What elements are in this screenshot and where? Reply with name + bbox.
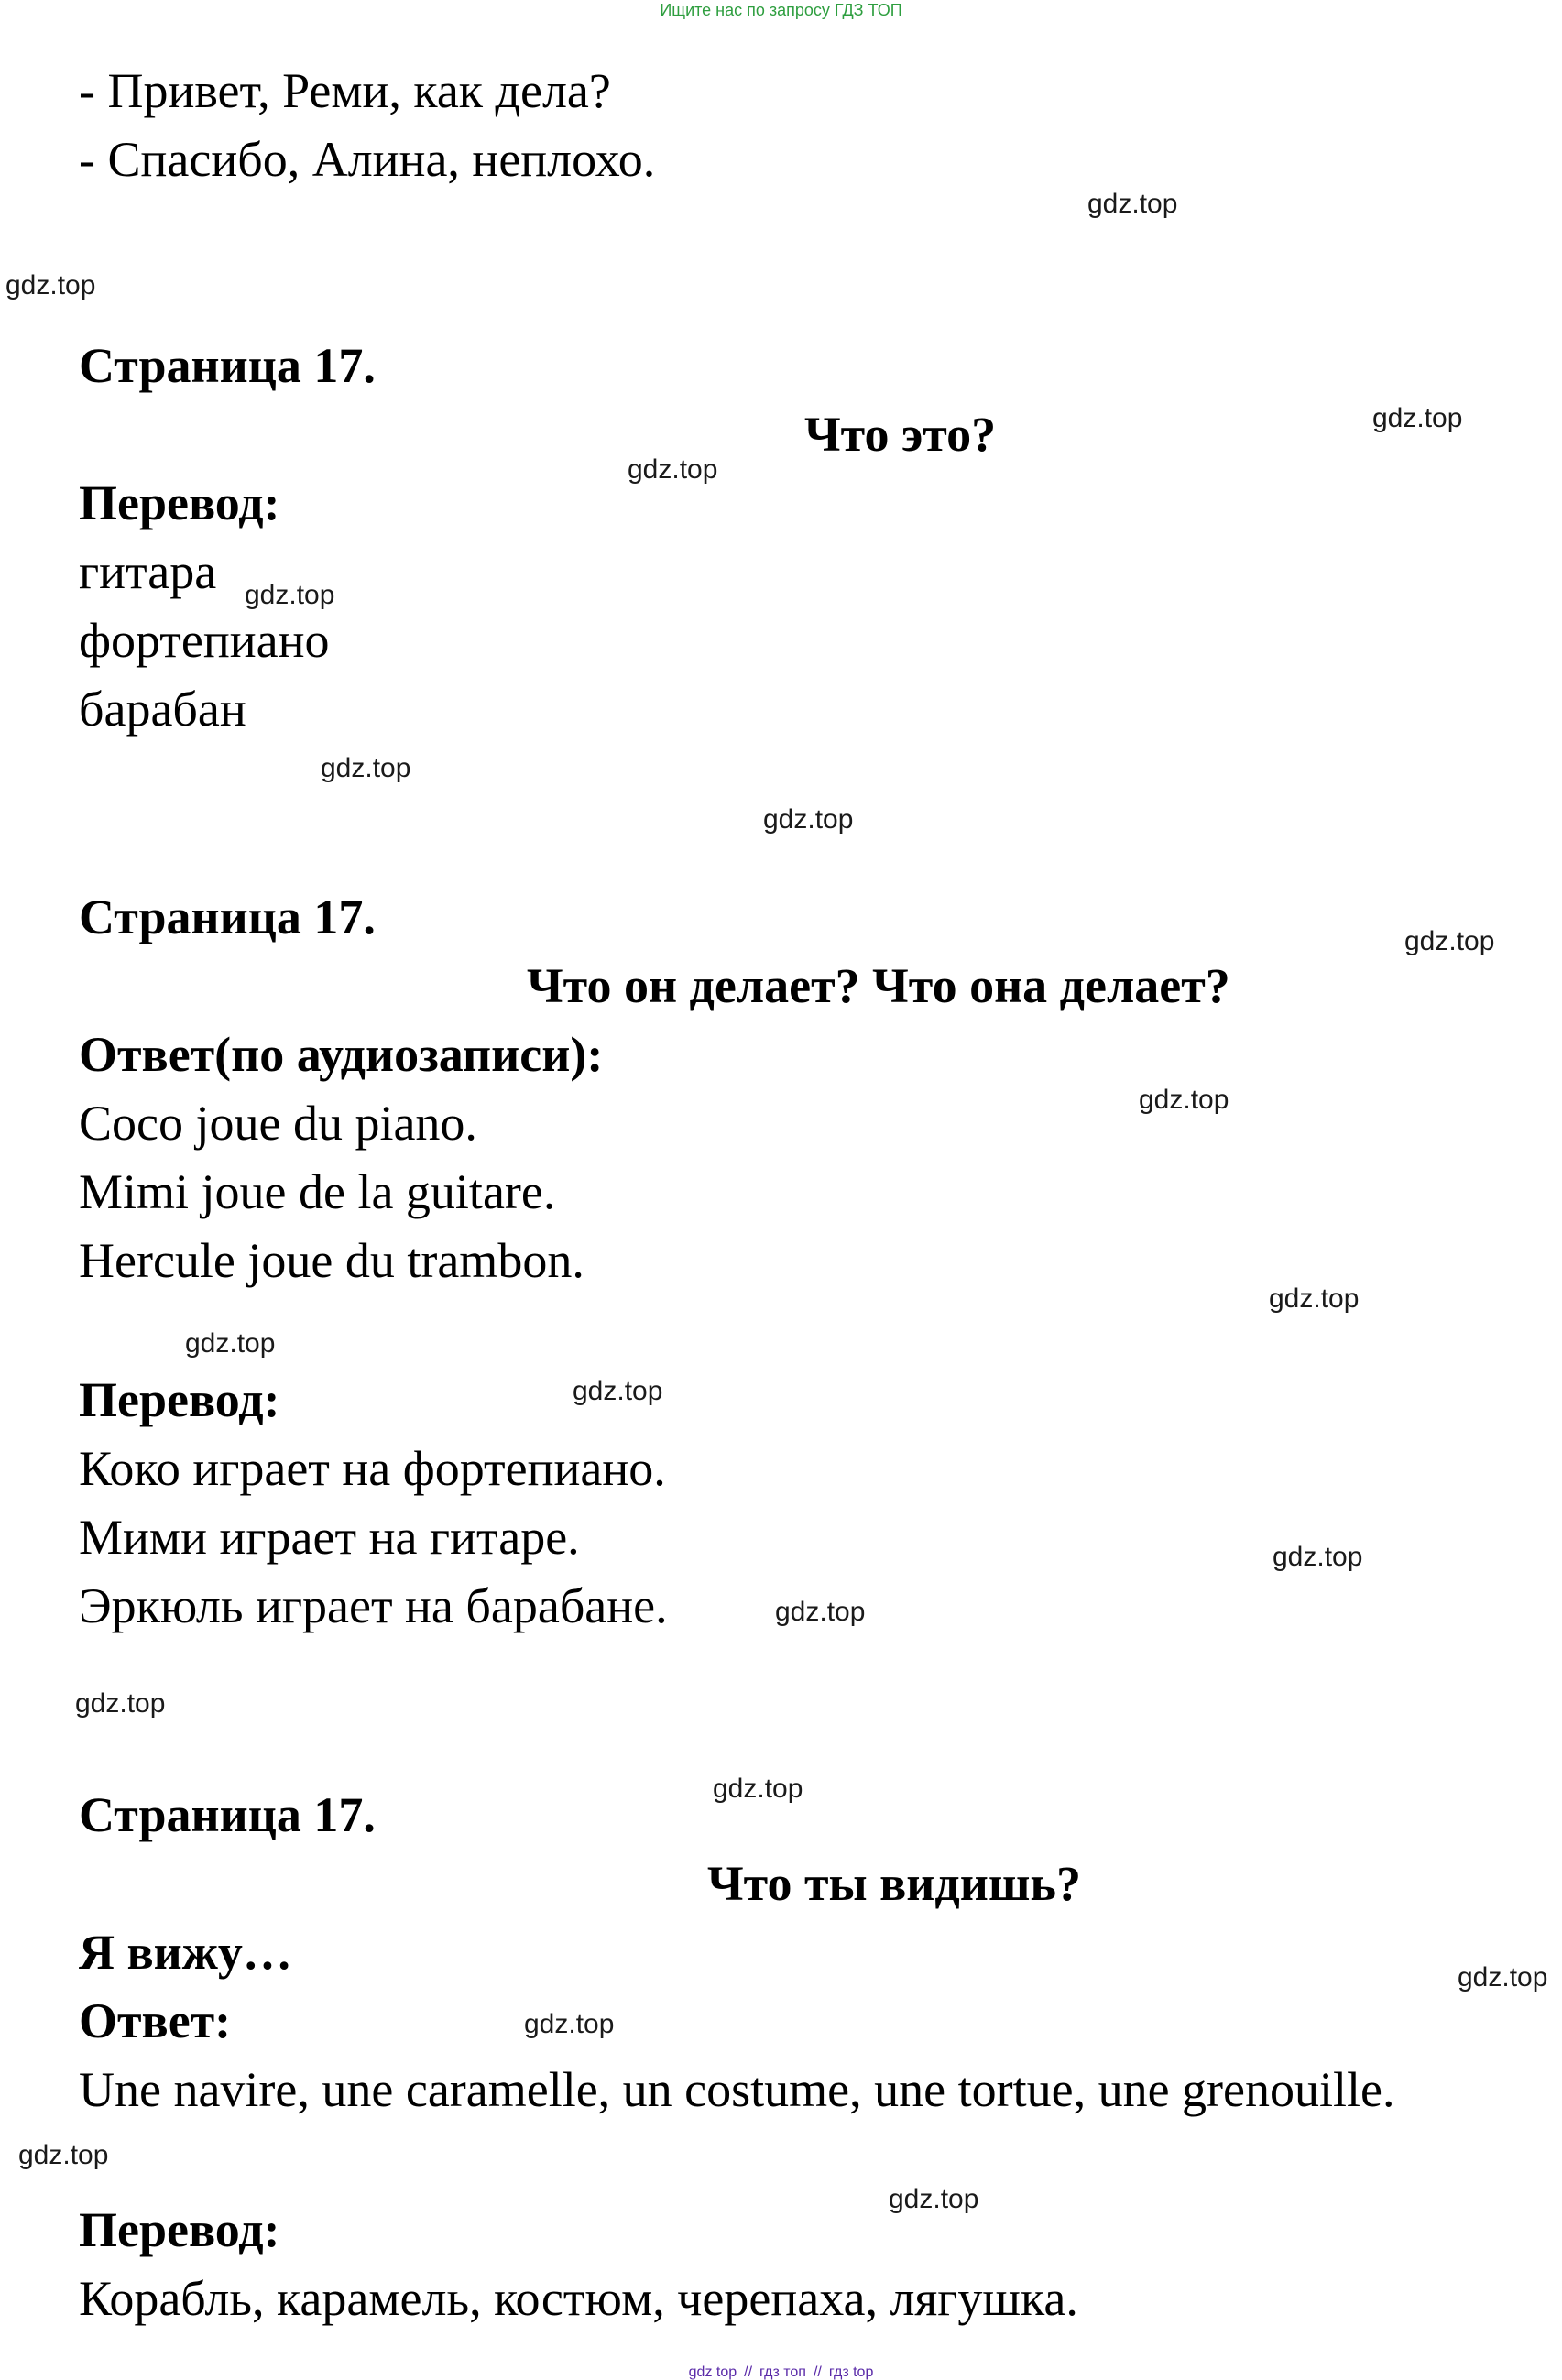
section3-translation-label: Перевод: — [79, 2202, 280, 2257]
section3-page-heading: Страница 17. — [79, 1787, 376, 1842]
top-banner: Ищите нас по запросу ГДЗ ТОП — [660, 1, 902, 19]
watermark: gdz.top — [75, 1688, 166, 1719]
footer-link[interactable]: gdz top — [688, 2364, 737, 2380]
watermark: gdz.top — [1404, 926, 1495, 956]
dialogue-line: - Спасибо, Алина, неплохо. — [79, 132, 656, 187]
section1-item: барабан — [79, 682, 246, 737]
watermark: gdz.top — [889, 2184, 979, 2214]
watermark: gdz.top — [321, 753, 411, 783]
watermark: gdz.top — [713, 1774, 803, 1804]
section2-translation-label: Перевод: — [79, 1372, 280, 1427]
watermark: gdz.top — [5, 270, 96, 300]
section2-translation: Мими играет на гитаре. — [79, 1510, 580, 1565]
watermark: gdz.top — [1458, 1962, 1548, 1992]
watermark: gdz.top — [1087, 189, 1178, 219]
section3-answer: Une navire, une caramelle, un costume, une tortue, une grenouille. — [79, 2062, 1395, 2117]
section2-answer: Coco joue du piano. — [79, 1096, 477, 1151]
watermark: gdz.top — [1139, 1085, 1229, 1115]
footer-link[interactable]: гдз топ — [759, 2364, 806, 2380]
watermark: gdz.top — [1372, 403, 1463, 433]
watermark: gdz.top — [573, 1376, 663, 1406]
section1-translation-label: Перевод: — [79, 475, 280, 530]
watermark: gdz.top — [185, 1328, 276, 1359]
footer-separator: // — [813, 2364, 822, 2380]
watermark: gdz.top — [763, 804, 854, 835]
section2-title: Что он делает? Что она делает? — [527, 958, 1230, 1013]
footer-separator: // — [744, 2364, 753, 2380]
watermark: gdz.top — [524, 2009, 615, 2039]
footer-link[interactable]: гдз top — [828, 2364, 874, 2380]
dialogue-line: - Привет, Реми, как дела? — [79, 63, 611, 118]
watermark: gdz.top — [1269, 1283, 1360, 1314]
section1-item: фортепиано — [79, 613, 330, 668]
watermark: gdz.top — [628, 454, 718, 485]
section1-item: гитара — [79, 544, 217, 599]
watermark: gdz.top — [775, 1597, 866, 1627]
section2-page-heading: Страница 17. — [79, 890, 376, 944]
watermark: gdz.top — [1273, 1542, 1363, 1572]
section3-title: Что ты видишь? — [707, 1856, 1081, 1911]
section2-answer: Mimi joue de la guitare. — [79, 1164, 556, 1219]
section2-answer-label: Ответ(по аудиозаписи): — [79, 1027, 604, 1082]
section2-answer: Hercule joue du trambon. — [79, 1233, 584, 1288]
section2-translation: Эркюль играет на барабане. — [79, 1578, 668, 1633]
section1-title: Что это? — [804, 407, 997, 462]
watermark: gdz.top — [18, 2140, 109, 2170]
section3-answer-label: Ответ: — [79, 1993, 232, 2048]
section3-prompt: Я вижу… — [79, 1925, 292, 1980]
watermark: gdz.top — [245, 580, 335, 610]
section1-page-heading: Страница 17. — [79, 338, 376, 393]
section2-translation: Коко играет на фортепиано. — [79, 1441, 666, 1496]
section3-translation: Корабль, карамель, костюм, черепаха, лягушка. — [79, 2271, 1078, 2326]
